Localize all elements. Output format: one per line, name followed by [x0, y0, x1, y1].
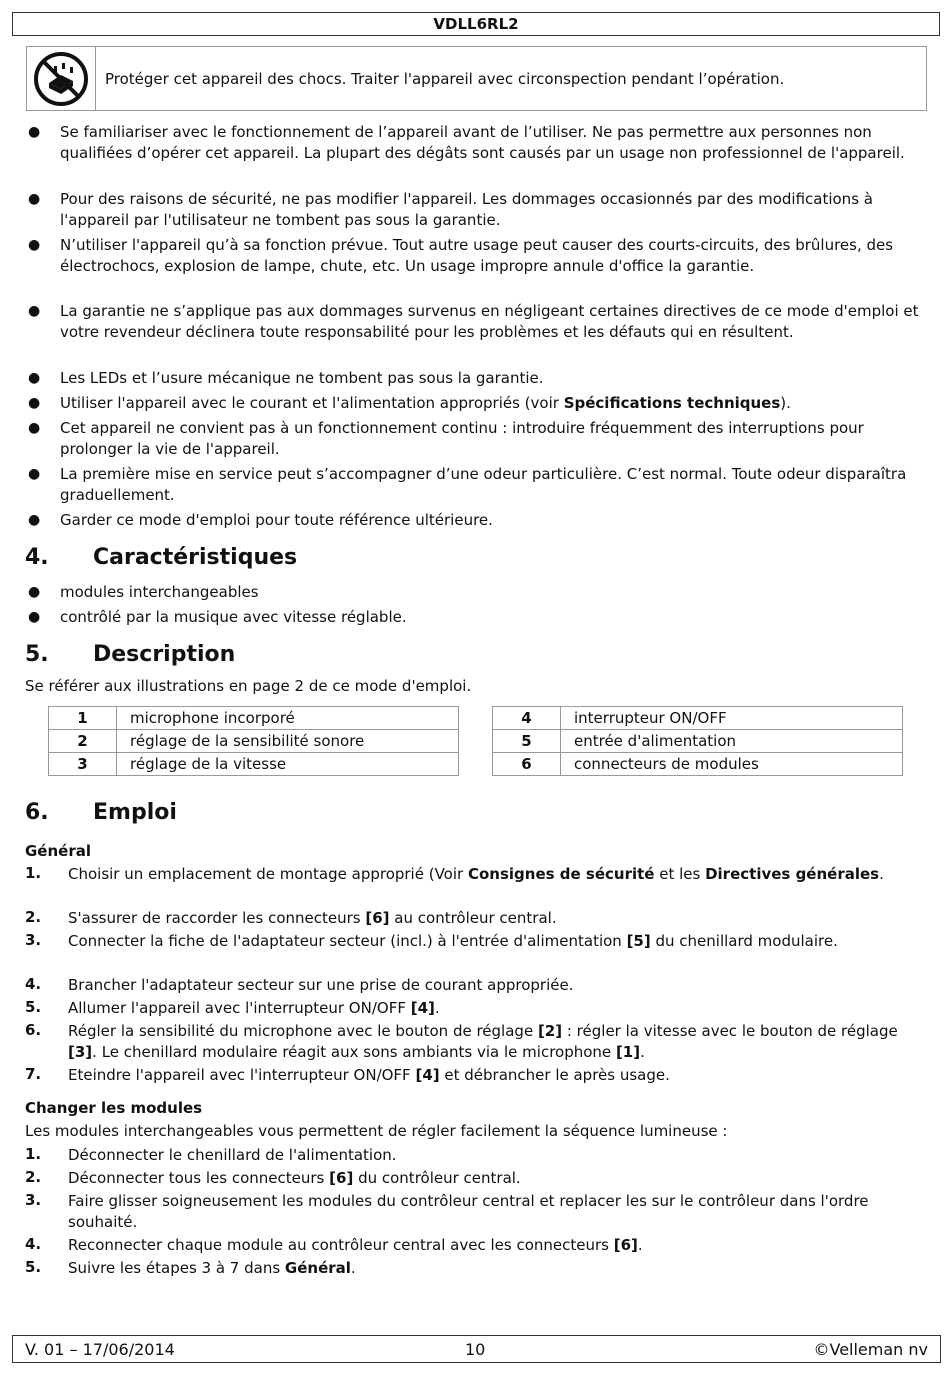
step-reference: [6]	[329, 1169, 354, 1187]
step-text	[68, 908, 928, 929]
step-text-part: Allumer l'appareil avec l'interrupteur ON/OFF	[68, 999, 411, 1017]
table-row	[493, 753, 903, 776]
subheading-change-modules: Changer les modules	[25, 1099, 203, 1117]
no-shock-handle-with-care-icon	[32, 50, 90, 108]
safety-item	[60, 393, 930, 414]
item-number: 1	[49, 707, 117, 730]
warning-text: Protéger cet appareil des chocs. Traiter l'appareil avec circonspection pendant l’opération.	[105, 69, 785, 88]
step-reference: [5]	[626, 932, 651, 950]
item-number: 5	[493, 730, 561, 753]
step-text-part: .	[640, 1042, 645, 1061]
warning-box	[26, 46, 927, 111]
item-label: réglage de la vitesse	[117, 753, 459, 776]
step-number: 3.	[25, 1191, 42, 1209]
step-text-part: .	[350, 1259, 356, 1277]
step-text-part: .	[434, 999, 440, 1017]
section-number: 4.	[25, 545, 49, 570]
footer-version: V. 01 – 17/06/2014	[25, 1340, 175, 1359]
section-number: 5.	[25, 642, 49, 667]
table-row	[49, 707, 459, 730]
step-text-part: Choisir un emplacement de montage approprié (Voir	[68, 865, 468, 883]
footer-page-number: 10	[465, 1340, 486, 1359]
step-text	[68, 1191, 928, 1232]
model-header: VDLL6RL2	[12, 12, 940, 36]
step-text-part: Eteindre l'appareil avec l'interrupteur ON/OFF	[68, 1066, 416, 1084]
safety-item: Se familiariser avec le fonctionnement de l’appareil avant de l’utiliser. Ne pas permettre aux personnes non qualifiées d’opérer cet appareil. La plupart des dégâts sont causés par un usage non professionnel de l'appareil.	[60, 123, 905, 162]
item-label: interrupteur ON/OFF	[561, 707, 903, 730]
bullet-icon: ●	[28, 420, 41, 436]
step-text-part: du contrôleur central.	[353, 1169, 521, 1187]
bullet-icon: ●	[28, 584, 41, 600]
step-number: 5.	[25, 1258, 42, 1276]
step-number: 2.	[25, 908, 42, 926]
step-text-part: Reconnecter chaque module au contrôleur central avec les connecteurs	[68, 1236, 614, 1254]
step-text	[68, 864, 928, 885]
step-text-part: Brancher l'adaptateur secteur sur une prise de courant appropriée.	[68, 976, 574, 994]
step-text-part: Connecter la fiche de l'adaptateur secteur (incl.) à l'entrée d'alimentation	[68, 932, 627, 950]
step-text-part: .	[637, 1236, 643, 1254]
step-number: 1.	[25, 1145, 42, 1163]
safety-item: Pour des raisons de sécurité, ne pas modifier l'appareil. Les dommages occasionnés par des modifications à l'appareil par l'utilisateur ne tombent pas sous la garantie.	[60, 190, 873, 229]
safety-item-text: ).	[780, 394, 791, 412]
table-row	[493, 707, 903, 730]
section-number: 6.	[25, 800, 49, 825]
step-text-part: Faire glisser soigneusement les modules du contrôleur central et replacer les sur le contrôleur dans l'ordre souhaité.	[68, 1192, 869, 1231]
step-text	[68, 975, 928, 996]
step-number: 3.	[25, 931, 42, 949]
step-number: 6.	[25, 1021, 42, 1039]
step-text	[68, 1235, 928, 1256]
safety-item: Les LEDs et l’usure mécanique ne tombent pas sous la garantie.	[60, 369, 544, 387]
step-number: 4.	[25, 1235, 42, 1253]
table-row	[49, 730, 459, 753]
modules-intro: Les modules interchangeables vous permettent de régler facilement la séquence lumineuse :	[25, 1122, 728, 1140]
step-reference: [4]	[415, 1066, 440, 1084]
step-text-part: Déconnecter tous les connecteurs	[68, 1169, 330, 1187]
subheading-general: Général	[25, 842, 91, 860]
section-6-heading	[25, 800, 177, 825]
step-number: 1.	[25, 864, 42, 882]
step-text-part: . Le chenillard modulaire réagit aux sons ambiants via le microphone	[92, 1042, 616, 1061]
bullet-icon: ●	[28, 303, 41, 319]
safety-item: Garder ce mode d'emploi pour toute référence ultérieure.	[60, 511, 493, 529]
step-text-part: au contrôleur central.	[389, 909, 557, 927]
section-title: Description	[93, 642, 236, 667]
step-reference: [1]	[615, 1042, 641, 1061]
step-text-part: : régler la vitesse avec le bouton de réglage	[562, 1022, 898, 1040]
step-reference: [3]	[68, 1042, 93, 1061]
step-reference: [2]	[537, 1022, 563, 1040]
step-reference: Directives générales	[705, 865, 880, 883]
footer-copyright: ©Velleman nv	[813, 1340, 928, 1359]
bullet-icon: ●	[28, 237, 41, 253]
item-number: 6	[493, 753, 561, 776]
step-text	[68, 1145, 928, 1166]
step-text-part: et débrancher le après usage.	[439, 1066, 670, 1084]
table-row	[49, 753, 459, 776]
step-reference: Général	[284, 1259, 351, 1277]
bullet-icon: ●	[28, 191, 41, 207]
item-number: 3	[49, 753, 117, 776]
item-label: entrée d'alimentation	[561, 730, 903, 753]
page-footer	[12, 1335, 941, 1363]
section-title: Caractéristiques	[93, 545, 298, 570]
item-number: 4	[493, 707, 561, 730]
step-reference: [6]	[613, 1236, 638, 1254]
bullet-icon: ●	[28, 466, 41, 482]
step-reference: [6]	[365, 909, 390, 927]
safety-item: La garantie ne s’applique pas aux dommages survenus en négligeant certaines directives de ce mode d'emploi et votre revendeur déclinera toute responsabilité pour les problèmes et les défauts qui en résultent.	[60, 302, 919, 341]
step-text-part: Suivre les étapes 3 à 7 dans	[68, 1259, 285, 1277]
step-text-part: Déconnecter le chenillard de l'alimentation.	[68, 1146, 397, 1164]
step-text	[68, 1258, 928, 1279]
safety-item: Cet appareil ne convient pas à un fonctionnement continu : introduire fréquemment des interruptions pour prolonger la vie de l'appareil.	[60, 419, 864, 458]
warning-icon-cell	[27, 47, 96, 110]
bullet-icon: ●	[28, 370, 41, 386]
step-text-part: et les	[654, 865, 706, 883]
safety-item: N’utiliser l'appareil qu’à sa fonction prévue. Tout autre usage peut causer des courts-circuits, des brûlures, des électrochocs, explosion de lampe, chute, etc. Un usage impropre annule d'office la garantie.	[60, 236, 894, 275]
bullet-icon: ●	[28, 512, 41, 528]
step-text	[68, 1065, 928, 1086]
feature-item: contrôlé par la musique avec vitesse réglable.	[60, 608, 407, 626]
cross-reference: Spécifications techniques	[563, 394, 781, 412]
step-number: 2.	[25, 1168, 42, 1186]
step-number: 5.	[25, 998, 42, 1016]
step-reference: Consignes de sécurité	[467, 865, 655, 883]
step-text-part: .	[879, 865, 884, 883]
step-text	[68, 998, 928, 1019]
table-row	[493, 730, 903, 753]
section-title: Emploi	[93, 800, 177, 825]
safety-item-text: Utiliser l'appareil avec le courant et l'alimentation appropriés (voir	[60, 394, 564, 412]
bullet-icon: ●	[28, 395, 41, 411]
item-label: connecteurs de modules	[561, 753, 903, 776]
step-text-part: S'assurer de raccorder les connecteurs	[68, 909, 366, 927]
section-5-heading	[25, 642, 235, 667]
description-intro: Se référer aux illustrations en page 2 de ce mode d'emploi.	[25, 677, 472, 695]
step-text	[68, 1168, 928, 1189]
bullet-icon: ●	[28, 124, 41, 140]
item-label: réglage de la sensibilité sonore	[117, 730, 459, 753]
feature-item: modules interchangeables	[60, 583, 259, 601]
step-number: 4.	[25, 975, 42, 993]
safety-item: La première mise en service peut s’accompagner d’une odeur particulière. C’est normal. Toute odeur disparaîtra graduellement.	[60, 465, 907, 504]
step-text	[68, 1021, 928, 1062]
description-table-right	[492, 706, 903, 776]
item-label: microphone incorporé	[117, 707, 459, 730]
description-table-left	[48, 706, 459, 776]
step-number: 7.	[25, 1065, 42, 1083]
step-text	[68, 931, 928, 952]
section-4-heading	[25, 545, 297, 570]
item-number: 2	[49, 730, 117, 753]
step-text-part: du chenillard modulaire.	[650, 932, 838, 950]
step-reference: [4]	[410, 999, 435, 1017]
step-text-part: Régler la sensibilité du microphone avec le bouton de réglage	[68, 1022, 538, 1040]
bullet-icon: ●	[28, 609, 41, 625]
